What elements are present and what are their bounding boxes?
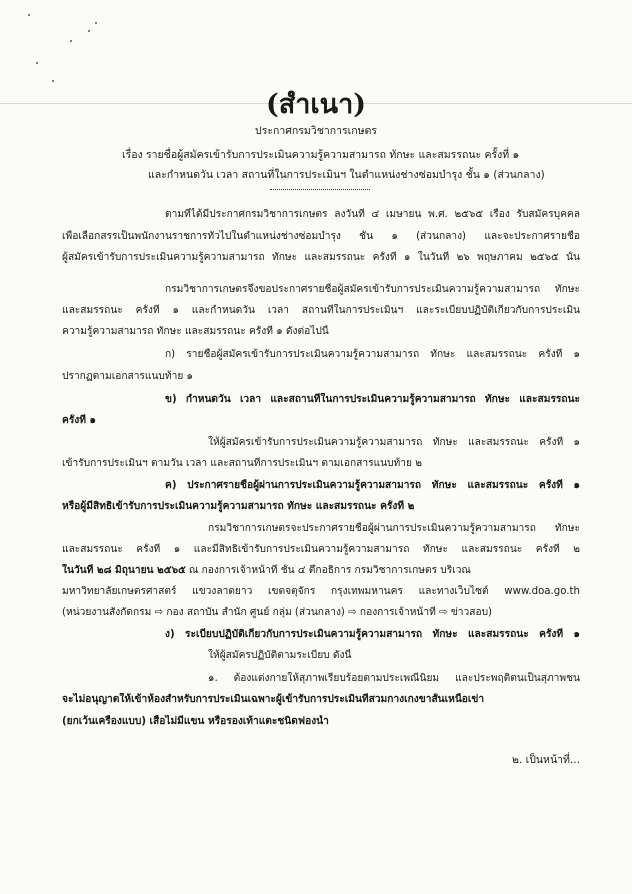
- body-line: ความรู้ความสามารถ ทักษะ และสมรรถนะ ครั้งที่ ๑ ดังต่อไปนี้: [62, 326, 329, 337]
- rule-item-1: ๑. ต้องแต่งกายให้สุภาพเรียบร้อยตามประเพณีนิยม และประพฤติตนเป็นสุภาพชน: [208, 673, 580, 684]
- section-c-heading: ค) ประกาศรายชื่อผู้ผ่านการประเมินความรู้ความสามารถ ทักษะ และสมรรถนะ ครั้งที่ ๑: [165, 480, 580, 491]
- subject-line-2: และกำหนดวัน เวลา สถานที่ในการประเมินฯ ในตำแหน่งช่างซ่อมบำรุง ชั้น ๑ (ส่วนกลาง): [148, 169, 545, 181]
- body-line: ปรากฏตามเอกสารแนบท้าย ๑: [62, 371, 194, 382]
- body-line: (หน่วยงานสังกัดกรม ⇨ กอง สถาบัน สำนัก ศูนย์ กลุ่ม (ส่วนกลาง) ⇨ กองการเจ้าหน้าที่ ⇨ ข่าวสอบ): [62, 607, 493, 618]
- body-line: และสมรรถนะ ครั้งที่ ๑ และมีสิทธิเข้ารับการประเมินความรู้ความสามารถ ทักษะ และสมรรถนะ ครั้งที่ ๒: [62, 544, 580, 555]
- body-line: (ยกเว้นเครื่องแบบ) เสื้อไม่มีแขน หรือรองเท้าแตะชนิดฟองน้ำ: [62, 716, 329, 727]
- section-d-heading: ง) ระเบียบปฏิบัติเกี่ยวกับการประเมินความรู้ความสามารถ ทักษะ และสมรรถนะ ครั้งที่ ๑: [165, 629, 580, 640]
- document-title: (สำเนา): [265, 89, 367, 120]
- body-line: มหาวิทยาลัยเกษตรศาสตร์ แขวงลาดยาว เขตจตุจักร กรุงเทพมหานคร และทางเว็บไซต์ www.doa.go.th: [62, 586, 580, 597]
- body-line: เข้ารับการประเมินฯ ตามวัน เวลา และสถานที่การประเมินฯ ตามเอกสารแนบท้าย ๒: [62, 458, 422, 469]
- section-a-heading: ก) รายชื่อผู้สมัครเข้ารับการประเมินความรู้ความสามารถ ทักษะ และสมรรถนะ ครั้งที่ ๑: [165, 349, 580, 360]
- body-line: ให้ผู้สมัครเข้ารับการประเมินความรู้ความสามารถ ทักษะ และสมรรถนะ ครั้งที่ ๑: [208, 437, 580, 448]
- section-b-heading: ข) กำหนดวัน เวลา และสถานที่ในการประเมินความรู้ความสามารถ ทักษะ และสมรรถนะ: [165, 394, 580, 405]
- body-line-date: [62, 564, 580, 578]
- issuer-heading: ประกาศกรมวิชาการเกษตร: [255, 125, 377, 137]
- body-line: กรมวิชาการเกษตรจะประกาศรายชื่อผู้ผ่านการประเมินความรู้ความสามารถ ทักษะ: [208, 523, 580, 534]
- body-line: จะไม่อนุญาตให้เข้าห้องสำหรับการประเมินเฉพาะผู้เข้ารับการประเมินที่สวมกางเกงขาสั้นเหนือเข่า: [62, 694, 485, 705]
- section-c-heading-cont: หรือผู้มีสิทธิเข้ารับการประเมินความรู้ความสามารถ ทักษะ และสมรรถนะ ครั้งที่ ๒: [62, 501, 415, 512]
- subject-line-1: เรื่อง รายชื่อผู้สมัครเข้ารับการประเมินความรู้ความสามารถ ทักษะ และสมรรถนะ ครั้งที่ ๑: [122, 149, 520, 161]
- body-line: และสมรรถนะ ครั้งที่ ๑ และกำหนดวัน เวลา สถานที่ในการประเมินฯ และระเบียบปฏิบัติเกี่ยวกับการประเมิน: [62, 305, 580, 316]
- section-b-heading-cont: ครั้งที่ ๑: [62, 415, 96, 426]
- body-line: กรมวิชาการเกษตรจึงขอประกาศรายชื่อผู้สมัครเข้ารับการประเมินความรู้ความสามารถ ทักษะ: [165, 284, 580, 295]
- body-line: ให้ผู้สมัครปฏิบัติตามระเบียบ ดังนี้: [208, 650, 352, 661]
- continued-marker: ๒. เป็นหน้าที่...: [512, 754, 580, 766]
- announcement-location: ณ กองการเจ้าหน้าที่ ชั้น ๔ ตึกอธิการ กรมวิชาการเกษตร บริเวณ: [185, 565, 471, 576]
- body-line: ตามที่ได้มีประกาศกรมวิชาการเกษตร ลงวันที่ ๔ เมษายน พ.ศ. ๒๕๖๕ เรื่อง รับสมัครบุคคล: [165, 209, 580, 220]
- body-line: ผู้สมัครเข้ารับการประเมินความรู้ความสามารถ ทักษะ และสมรรถนะ ครั้งที่ ๑ ในวันที่ ๒๖ พฤษภาคม ๒๕๖๕ นั้น: [62, 252, 580, 263]
- announcement-date: ในวันที่ ๒๘ มิถุนายน ๒๕๖๕: [62, 565, 186, 576]
- body-line: เพื่อเลือกสรรเป็นพนักงานราชการทั่วไปในตำแหน่งช่างซ่อมบำรุง ชั้น ๑ (ส่วนกลาง) และจะประกาศรายชื่อ: [62, 231, 580, 242]
- dotted-divider: [270, 189, 370, 190]
